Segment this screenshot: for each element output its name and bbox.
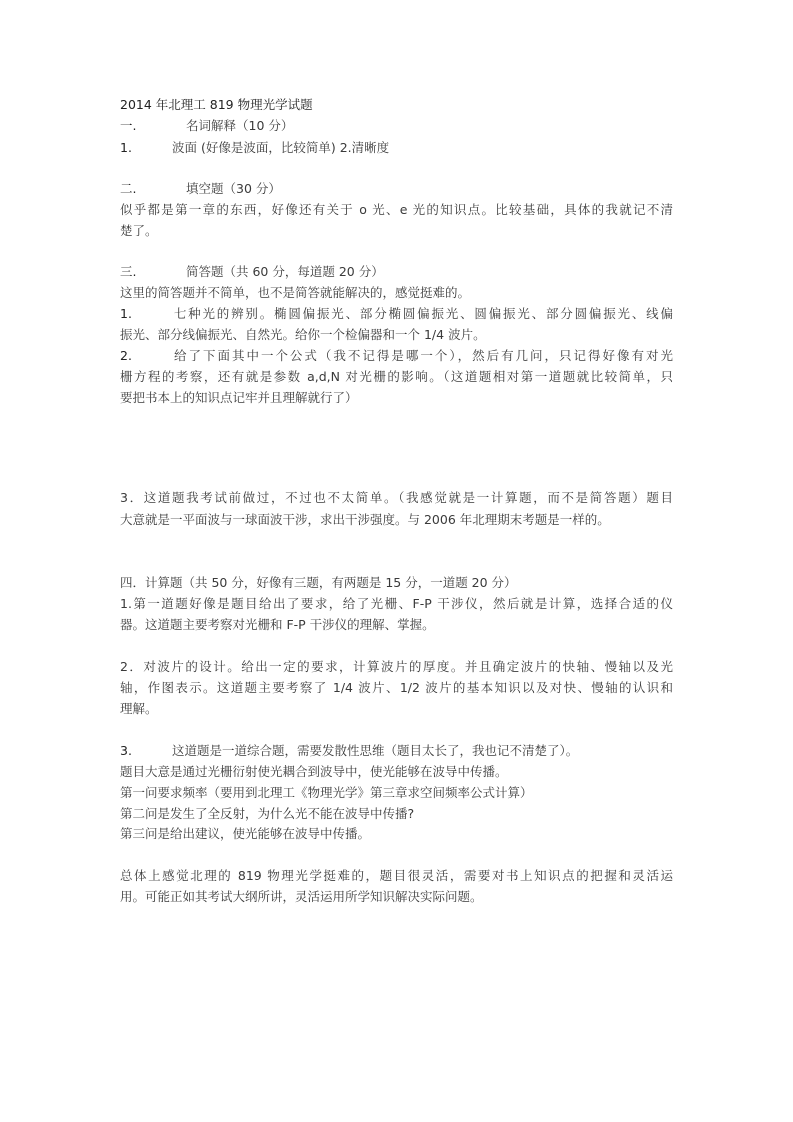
section-3-heading <box>120 263 384 281</box>
question-line <box>120 742 578 760</box>
section-number: 一. <box>120 118 137 133</box>
question-line: 振光、部分线偏振光、自然光。给你一个检偏器和一个 1/4 波片。 <box>120 327 486 342</box>
section-2-heading <box>120 180 281 198</box>
item-text: 这道题是一道综合题，需要发散性思维（题目太长了，我也记不清楚了）。 <box>172 743 579 758</box>
item-number: 1. <box>120 306 132 321</box>
section-title: 填空题（30 分） <box>186 181 281 196</box>
question-line: 1.第一道题好像是题目给出了要求，给了光栅、F-P 干涉仪，然后就是计算，选择合适的仪 <box>120 596 673 611</box>
section-1-item <box>120 139 389 157</box>
question-line: 大意就是一平面波与一球面波干涉，求出干涉强度。与 2006 年北理期末考题是一样的。 <box>120 512 610 527</box>
document-title: 2014 年北理工 819 物理光学试题 <box>120 97 313 112</box>
question-line: 器。这道题主要考察对光栅和 F-P 干涉仪的理解、掌握。 <box>120 617 435 632</box>
question-line: 2．对波片的设计。给出一定的要求，计算波片的厚度。并且确定波片的快轴、慢轴以及光 <box>120 659 673 674</box>
paragraph-line: 这里的简答题并不简单，也不是简答就能解决的，感觉挺难的。 <box>120 285 471 300</box>
section-title: 名词解释（10 分） <box>186 118 294 133</box>
paragraph-line: 楚了。 <box>120 223 158 238</box>
section-4-heading: 四．计算题（共 50 分，好像有三题，有两题是 15 分，一道题 20 分） <box>120 575 517 590</box>
item-number: 3. <box>120 743 132 758</box>
question-line: 第二问是发生了全反射，为什么光不能在波导中传播? <box>120 806 415 821</box>
section-number: 二. <box>120 181 137 196</box>
summary-line: 用。可能正如其考试大纲所讲，灵活运用所学知识解决实际问题。 <box>120 889 483 904</box>
question-line: 理解。 <box>120 701 158 716</box>
summary-line: 总体上感觉北理的 819 物理光学挺难的，题目很灵活，需要对书上知识点的把握和灵活运 <box>120 868 673 883</box>
item-text: 给了下面其中一个公式（我不记得是哪一个），然后有几问，只记得好像有对光 <box>172 348 673 363</box>
question-line: 轴，作图表示。这道题主要考察了 1/4 波片、1/2 波片的基本知识以及对快、慢轴的认识和 <box>120 680 673 695</box>
item-text: 七种光的辨别。椭圆偏振光、部分椭圆偏振光、圆偏振光、部分圆偏振光、线偏 <box>172 306 673 321</box>
item-number: 1. <box>120 140 132 155</box>
section-title: 简答题（共 60 分，每道题 20 分） <box>186 264 384 279</box>
question-line <box>120 305 673 323</box>
paragraph-line: 似乎都是第一章的东西，好像还有关于 o 光、e 光的知识点。比较基础，具体的我就记不清 <box>120 202 673 217</box>
section-1-heading <box>120 117 293 135</box>
question-line: 要把书本上的知识点记牢并且理解就行了） <box>120 390 358 405</box>
question-line: 第三问是给出建议，使光能够在波导中传播。 <box>120 826 371 841</box>
question-line: 第一问要求频率（要用到北理工《物理光学》第三章求空间频率公式计算） <box>120 785 533 800</box>
question-line: 3．这道题我考试前做过，不过也不太简单。（我感觉就是一计算题，而不是简答题）题目 <box>120 490 673 505</box>
question-line <box>120 347 673 365</box>
question-line: 栅方程的考察，还有就是参数 a,d,N 对光栅的影响。（这道题相对第一道题就比较简单，只 <box>120 369 673 384</box>
section-number: 三. <box>120 264 137 279</box>
item-text: 波面 (好像是波面，比较简单) 2.清晰度 <box>172 140 390 155</box>
item-number: 2. <box>120 348 132 363</box>
question-line: 题目大意是通过光栅衍射使光耦合到波导中，使光能够在波导中传播。 <box>120 764 508 779</box>
